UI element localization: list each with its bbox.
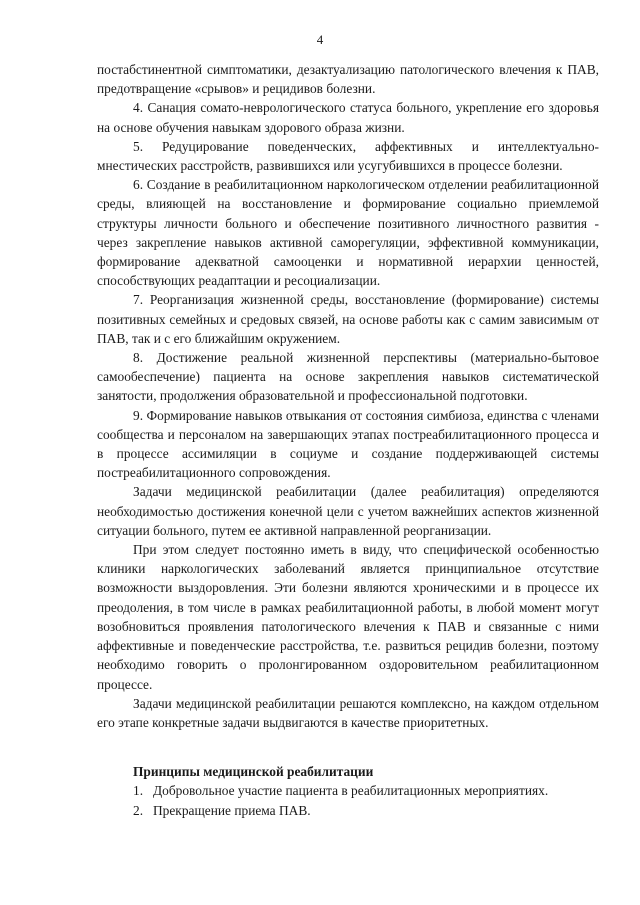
list-item xyxy=(97,801,599,820)
page-number: 4 xyxy=(316,32,324,47)
document-body xyxy=(97,60,599,820)
paragraph: 7. Реорганизация жизненной среды, восстановление (формирование) системы позитивных семейных и средовых связей, на основе работы как с самим зависимым от ПАВ, так и с его ближайшим окружением. xyxy=(97,292,599,346)
paragraph: Задачи медицинской реабилитации (далее реабилитация) определяются необходимостью достижения конечной цели с учетом важнейших аспектов жизненной ситуации больного, путем ее активной направленной реорганизации. xyxy=(97,484,599,538)
paragraph: При этом следует постоянно иметь в виду, что специфической особенностью клиники наркологических заболеваний является принципиальное отсутствие возможности выздоровления. Эти болезни являются хроническими и в процессе их преодоления, в том числе в рамках реабилитационной работы, в любой момент могут возобновиться проявления патологического влечения к ПАВ и связанные с ними аффективные и поведенческие расстройства, т.е. развиться рецидив болезни, поэтому необходимо говорить о пролонгированном оздоровительном реабилитационном процессе. xyxy=(97,542,599,692)
list-item-text: Прекращение приема ПАВ. xyxy=(153,802,311,818)
list-item-number: 2. xyxy=(133,802,144,818)
paragraph: 5. Редуцирование поведенческих, аффективных и интеллектуально-мнестических расстройств, развившихся или усугубившихся в процессе болезни. xyxy=(97,138,599,174)
paragraph: 8. Достижение реальной жизненной перспективы (материально-бытовое самообеспечение) пациента на основе закрепления навыков систематической занятости, продолжения образовательной и профессиональной подготовки. xyxy=(97,350,599,404)
paragraph: 4. Санация сомато-неврологического статуса больного, укрепление его здоровья на основе обучения навыкам здорового образа жизни. xyxy=(97,100,599,135)
list-item-text: Добровольное участие пациента в реабилитационных мероприятиях. xyxy=(153,783,549,799)
list-item-number: 1. xyxy=(133,783,144,799)
paragraph: постабстинентной симптоматики, дезактуализацию патологического влечения к ПАВ, предотвращение «срывов» и рецидивов болезни. xyxy=(97,62,599,97)
paragraph: 9. Формирование навыков отвыкания от состояния симбиоза, единства с членами сообщества и персоналом на завершающих этапах постреабилитационного процесса и в процессе ассимиляции в социуме и создание поддерживающей системы постреабилитационного сопровождения. xyxy=(97,407,599,481)
paragraph: 6. Создание в реабилитационном наркологическом отделении реабилитационной среды, влияющей на восстановление и формирование социально приемлемой структуры личности больного и обеспечение позитивного личностного развития - через закрепление навыков активной саморегуляции, эффективной коммуникации, формирование адекватной самооценки и нормативной иерархии ценностей, способствующих реадаптации и ресоциализации. xyxy=(97,177,599,289)
section-title: Принципы медицинской реабилитации xyxy=(133,764,374,780)
paragraph: Задачи медицинской реабилитации решаются комплексно, на каждом отдельном его этапе конкретные задачи выдвигаются в качестве приоритетных. xyxy=(97,695,599,730)
list-item xyxy=(97,781,599,800)
